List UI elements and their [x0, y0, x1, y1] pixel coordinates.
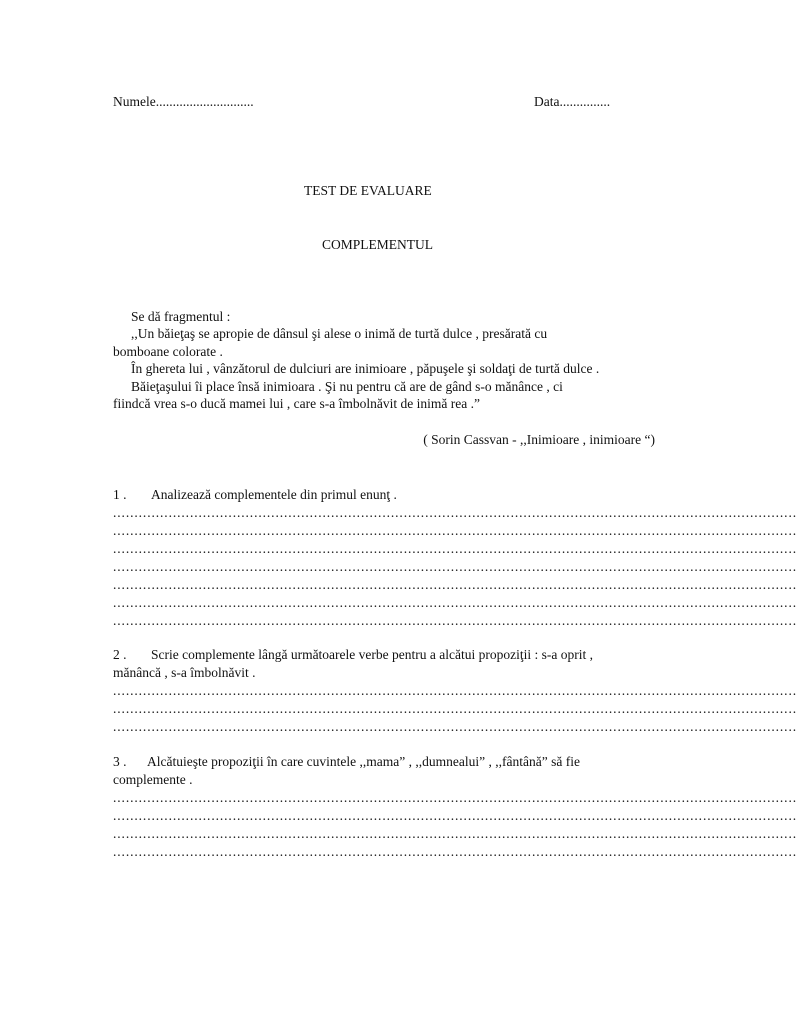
answer-line[interactable]: ................................................................................................................................................................ — [113, 683, 797, 698]
question-text-continuation: mănâncă , s-a îmbolnăvit . — [113, 665, 256, 680]
fragment-line: fiindcă vrea s-o ducă mamei lui , care s-a îmbolnăvit de inimă rea .” — [113, 396, 480, 411]
fragment-intro: Se dă fragmentul : — [131, 309, 231, 324]
fragment-line: Băieţaşului îi place însă inimioara . Şi nu pentru că are de gând s-o mănânce , ci — [131, 379, 563, 394]
fragment-line: În ghereta lui , vânzătorul de dulciuri are inimioare , păpuşele şi soldaţi de turtă dulce . — [131, 361, 600, 376]
fragment-line: ,,Un băieţaş se apropie de dânsul şi alese o inimă de turtă dulce , presărată cu — [131, 326, 548, 341]
answer-line[interactable]: ................................................................................................................................................................ — [113, 541, 797, 556]
fragment-source: ( Sorin Cassvan - ,,Inimioare , inimioare “) — [423, 432, 655, 447]
answer-line[interactable]: ................................................................................................................................................................ — [113, 719, 797, 734]
page-subtitle: COMPLEMENTUL — [322, 237, 433, 252]
answer-line[interactable]: ................................................................................................................................................................ — [113, 844, 797, 859]
name-field-label: Numele............................. — [113, 94, 254, 109]
date-field-label: Data............... — [534, 94, 611, 109]
answer-line[interactable]: ................................................................................................................................................................ — [113, 826, 797, 841]
answer-line[interactable]: ................................................................................................................................................................ — [113, 505, 797, 520]
answer-line[interactable]: ................................................................................................................................................................ — [113, 595, 797, 610]
answer-line[interactable]: ................................................................................................................................................................ — [113, 523, 797, 538]
question-text: Analizează complementele din primul enunţ . — [151, 487, 397, 502]
answer-line[interactable]: ................................................................................................................................................................ — [113, 701, 797, 716]
question-text: Scrie complemente lângă următoarele verbe pentru a alcătui propoziţii : s-a oprit , — [151, 647, 593, 662]
answer-line[interactable]: ................................................................................................................................................................ — [113, 808, 797, 823]
question-text: Alcătuieşte propoziţii în care cuvintele ,,mama” , ,,dumnealui” , ,,fântână” să fie — [147, 754, 580, 769]
page-title: TEST DE EVALUARE — [304, 183, 432, 198]
answer-line[interactable]: ................................................................................................................................................................ — [113, 559, 797, 574]
question-number: 1 . — [113, 487, 127, 502]
answer-line[interactable]: ................................................................................................................................................................ — [113, 577, 797, 592]
question-number: 3 . — [113, 754, 127, 769]
fragment-line: bomboane colorate . — [113, 344, 223, 359]
question-number: 2 . — [113, 647, 127, 662]
answer-line[interactable]: ................................................................................................................................................................ — [113, 790, 797, 805]
question-text-continuation: complemente . — [113, 772, 193, 787]
answer-line[interactable]: ................................................................................................................................................................ — [113, 613, 797, 628]
